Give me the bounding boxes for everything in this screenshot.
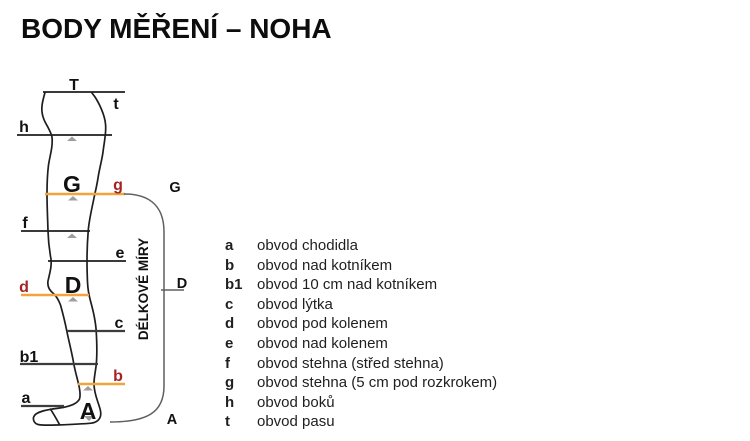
- label-T: T: [69, 77, 79, 94]
- label-d: d: [19, 279, 29, 296]
- legend-key: g: [225, 374, 235, 392]
- legend-row: [225, 236, 497, 256]
- length-measures-title: DÉLKOVÉ MÍRY: [136, 237, 151, 341]
- legend-text: obvod chodidla: [257, 237, 358, 254]
- legend-row: [225, 256, 497, 276]
- label-g: g: [113, 177, 123, 194]
- marker-triangle-b: [83, 386, 93, 391]
- label-G-big: G: [63, 171, 81, 197]
- leg-measurement-diagram: [0, 0, 215, 441]
- legend-key: e: [225, 334, 234, 352]
- legend-row: [225, 393, 497, 413]
- label-t: t: [113, 96, 119, 113]
- label-A-big: A: [79, 398, 97, 424]
- legend-text: obvod boků: [257, 393, 335, 411]
- label-b: b: [113, 368, 123, 385]
- legend-row: [225, 412, 497, 432]
- legend-key: a: [225, 237, 234, 254]
- leg-outline-drawing: [33, 93, 105, 426]
- legend-key: f: [225, 354, 230, 372]
- legend-text: obvod nad kolenem: [257, 334, 388, 352]
- legend-row: [225, 295, 497, 315]
- label-e: e: [115, 245, 125, 262]
- legend-row: [225, 334, 497, 354]
- legend-key: c: [225, 295, 234, 313]
- legend-text: obvod lýtka: [257, 295, 333, 313]
- legend-text: obvod pod kolenem: [257, 315, 388, 333]
- bracket-label-D: D: [176, 276, 188, 292]
- legend-row: [225, 354, 497, 374]
- legend-row: [225, 314, 497, 334]
- legend-text: obvod pasu: [257, 413, 335, 431]
- legend-text: obvod nad kotníkem: [257, 256, 393, 274]
- legend-row: [225, 275, 497, 295]
- legend-text: obvod 10 cm nad kotníkem: [257, 276, 438, 294]
- marker-triangle-f: [67, 234, 77, 239]
- legend-key: t: [225, 413, 230, 431]
- legend-key: h: [225, 393, 235, 411]
- marker-triangle-h: [67, 137, 77, 142]
- legend-key: d: [225, 315, 235, 333]
- sock-toe-seam: [51, 409, 60, 424]
- label-b1: b1: [19, 349, 39, 366]
- measurement-legend: [225, 236, 497, 432]
- bracket-label-G: G: [169, 180, 181, 196]
- bracket-label-A: A: [166, 412, 178, 428]
- legend-text: obvod stehna (5 cm pod rozkrokem): [257, 374, 498, 392]
- label-c: c: [114, 315, 124, 332]
- legend-key: b1: [225, 276, 243, 294]
- label-f: f: [22, 215, 28, 232]
- label-D-big: D: [64, 272, 82, 298]
- legend-row: [225, 373, 497, 393]
- label-a: a: [21, 390, 31, 407]
- legend-text: obvod stehna (střed stehna): [257, 354, 444, 372]
- legend-key: b: [225, 256, 235, 274]
- label-h: h: [19, 119, 29, 136]
- page-title: BODY MĚŘENÍ – NOHA: [21, 13, 332, 44]
